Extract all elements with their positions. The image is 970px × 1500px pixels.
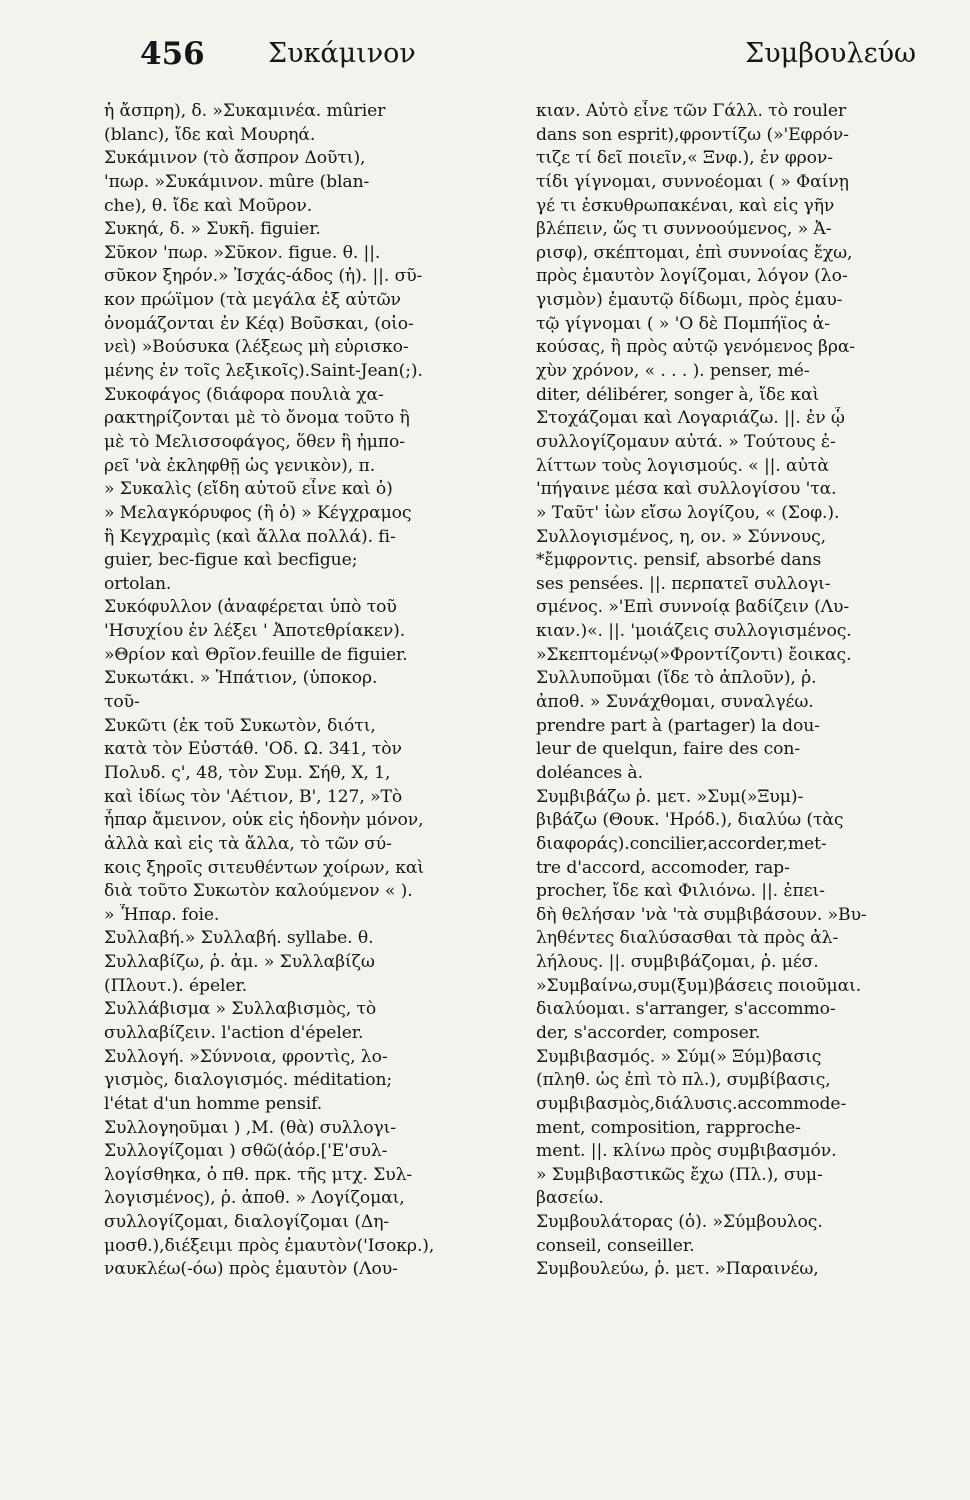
text-line: leur de quelqun, faire des con- xyxy=(536,739,801,760)
text-line: συλλογίζομαυν αὐτά. » Τούτους ἐ- xyxy=(536,431,836,452)
text-line: καὶ ἰδίως τὸν 'Αέτιον, Β', 127, »Τὸ xyxy=(104,786,403,807)
text-line: λογίσθηκα, ὁ πθ. πρκ. τῆς μτχ. Συλ- xyxy=(104,1164,413,1185)
text-line: λήλους. ||. συμβιβάζομαι, ῥ. μέσ. xyxy=(536,952,819,973)
text-line: μὲ τὸ Μελισσοφάγος, ὅθεν ἢ ἠμπο- xyxy=(104,431,405,452)
text-line: Πολυδ. ς', 48, τὸν Συμ. Σήθ, X, 1, xyxy=(104,762,391,783)
text-line: guier, bec-figue καὶ becfigue; xyxy=(104,550,358,571)
text-line: Συμβουλεύω, ῥ. μετ. »Παραινέω, xyxy=(536,1259,819,1280)
text-line: 'πωρ. »Συκάμινον. mûre (blan- xyxy=(104,171,370,192)
text-line: *ἔμφροντις. pensif, absorbé dans xyxy=(536,550,822,571)
text-line: τῷ γίγνομαι ( » 'Ο δὲ Πομπήϊος ἀ- xyxy=(536,313,830,334)
text-line: Συλλογισμένος, η, ον. » Σύννους, xyxy=(536,526,827,547)
text-line: Συκόφυλλον (ἀναφέρεται ὑπὸ τοῦ xyxy=(104,597,397,618)
text-line: dans son esprit),φροντίζω (»'Εφρόν- xyxy=(536,124,849,145)
text-line: ortolan. xyxy=(104,573,172,594)
text-line: κοις ξηροῖς σιτευθέντων χοίρων, καὶ xyxy=(104,857,425,878)
text-line: λίττων τοὺς λογισμούς. « ||. αὐτὰ xyxy=(536,455,829,476)
text-line: 'Ησυχίου ἐν λέξει ' Ἀποτεθρίακεν). xyxy=(104,621,406,642)
text-line: γισμὸν) ἐμαυτῷ δίδωμι, πρὸς ἐμαυ- xyxy=(536,290,843,311)
text-line: ἀποθ. » Συνάχθομαι, συναλγέω. xyxy=(536,692,814,713)
text-line: τοῦ- xyxy=(104,692,140,713)
text-line: ἢ Κεγχραμὶς (καὶ ἄλλα πολλά). fi- xyxy=(104,526,396,547)
text-line: diter, délibérer, songer à, ἴδε καὶ xyxy=(536,384,820,405)
text-line: κιαν. Αὐτὸ εἶνε τῶν Γάλλ. τὸ rouler xyxy=(536,101,847,121)
text-line: ment. ||. κλίνω πρὸς συμβιβασμόν. xyxy=(536,1141,837,1162)
text-line: ληθέντες διαλύσασθαι τὰ πρὸς ἀλ- xyxy=(536,928,839,949)
text-line: Συλλαβή.» Συλλαβή. syllabe. θ. xyxy=(104,928,374,949)
text-line: Συμβιβάζω ῥ. μετ. »Συμ(»Ξυμ)- xyxy=(536,786,804,807)
text-line: Συλλογή. »Σύννοια, φροντὶς, λο- xyxy=(104,1046,388,1067)
text-line: l'état d'un homme pensif. xyxy=(104,1093,323,1114)
text-line: ὀνομάζονται ἐν Κέᾳ) Βοῦσκαι, (οἱο- xyxy=(104,313,414,334)
text-line: συλλαβίζειν. l'action d'épeler. xyxy=(104,1022,364,1043)
text-line: » Συμβιβαστικῶς ἔχω (Πλ.), συμ- xyxy=(536,1164,823,1185)
text-line: doléances à. xyxy=(536,762,643,783)
text-line: » Μελαγκόρυφος (ἢ ὁ) » Κέγχραμος xyxy=(104,502,412,523)
text-line: che), θ. ἴδε καὶ Μοῦρον. xyxy=(104,195,313,216)
text-line: μένης ἐν τοῖς λεξικοῖς).Saint-Jean(;). xyxy=(104,361,423,382)
text-line: Συλλαβίζω, ῥ. ἀμ. » Συλλαβίζω xyxy=(104,952,375,973)
text-line: » Ταῦτ' ἰὼν εἴσω λογίζου, « (Σοφ.). xyxy=(536,502,840,523)
text-line: ρεῖ 'νὰ ἐκληφθῇ ὡς γενικὸν), π. xyxy=(104,455,376,476)
text-line: »Συμβαίνω,συμ(ξυμ)βάσεις ποιοῦμαι. xyxy=(536,975,862,996)
text-line: σῦκον ξηρόν.» Ἰσχάς-άδος (ἡ). ||. σῦ- xyxy=(104,266,423,287)
text-line: » Συκαλὶς (εἴδη αὐτοῦ εἶνε καὶ ὁ) xyxy=(104,479,393,500)
text-line: »Θρίον καὶ Θρῖον.feuille de figuier. xyxy=(104,644,408,665)
text-line: »Σκεπτομένῳ(»Φροντίζοντι) ἔοικας. xyxy=(536,644,852,665)
text-line: (πληθ. ὡς ἐπὶ τὸ πλ.), συμβίβασις, xyxy=(536,1070,831,1091)
text-line: 'πήγαινε μέσα καὶ συλλογίσου 'τα. xyxy=(536,479,837,500)
text-line: der, s'accorder, composer. xyxy=(536,1022,761,1043)
text-line: μοσθ.),διέξειμι πρὸς ἐμαυτὸν('Ισοκρ.), xyxy=(104,1235,435,1256)
text-line: χὺν χρόνον, « . . . ). penser, mé- xyxy=(536,361,810,382)
text-line: γέ τι ἐσκυθρωπακέναι, καὶ εἰς γῆν xyxy=(536,195,835,216)
text-line: τίδι γίγνομαι, συννοέομαι ( » Φαίνῃ xyxy=(536,171,849,192)
text-line: ρακτηρίζονται μὲ τὸ ὄνομα τοῦτο ἢ xyxy=(104,408,410,429)
text-line: συμβιβασμὸς,διάλυσις.accommode- xyxy=(536,1093,847,1114)
text-line: conseil, conseiller. xyxy=(536,1235,695,1256)
text-line: Συκωτάκι. » Ἡπάτιον, (ὑποκορ. xyxy=(104,668,378,689)
text-line: » Ἧπαρ. foie. xyxy=(104,904,220,925)
text-line: βιβάζω (Θουκ. 'Ηρόδ.), διαλύω (τὰς xyxy=(536,810,844,831)
text-line: κούσας, ἢ πρὸς αὐτῷ γενόμενος βρα- xyxy=(536,337,856,358)
text-line: βλέπειν, ὥς τι συννοούμενος, » Ἀ- xyxy=(536,219,832,240)
text-line: ἧπαρ ἄμεινον, οὐκ εἰς ἡδονὴν μόνον, xyxy=(104,810,424,831)
text-line: procher, ἴδε καὶ Φιλιόνω. ||. ἐπει- xyxy=(536,881,825,902)
text-line: Συμβουλάτορας (ὁ). »Σύμβουλος. xyxy=(536,1212,823,1233)
right-column xyxy=(536,100,918,1282)
text-line: συλλογίζομαι, διαλογίζομαι (Δη- xyxy=(104,1212,390,1233)
text-line: ἀλλὰ καὶ εἰς τὰ ἄλλα, τὸ τῶν σύ- xyxy=(104,833,392,854)
left-column xyxy=(104,100,486,1282)
text-line: δὴ θελήσαν 'νὰ 'τὰ συμβιβάσουν. »Βυ- xyxy=(536,904,867,925)
text-line: Συλλυποῦμαι (ἴδε τὸ ἀπλοῦν), ῥ. xyxy=(536,668,817,689)
text-line: Σῦκον 'πωρ. »Σῦκον. figue. θ. ||. xyxy=(104,242,381,263)
text-line: Συκοφάγος (διάφορα πουλιὰ χα- xyxy=(104,384,384,405)
text-line: (Πλουτ.). épeler. xyxy=(104,975,248,996)
text-line: βασείω. xyxy=(536,1188,604,1209)
text-line: κον πρώϊμον (τὰ μεγάλα ἐξ αὐτῶν xyxy=(104,290,401,311)
text-line: τιζε τί δεῖ ποιεῖν,« Ξνφ.), ἐν φρον- xyxy=(536,148,833,169)
text-line: διὰ τοῦτο Συκωτὸν καλούμενον « ). xyxy=(104,881,413,902)
text-line: κιαν.)«. ||. 'μοιάζεις συλλογισμένος. xyxy=(536,621,852,642)
text-line: νεὶ) »Βούσυκα (λέξεως μὴ εὑρισκο- xyxy=(104,337,409,358)
text-line: Συκάμινον (τὸ ἄσπρον Δοῦτι), xyxy=(104,148,366,169)
text-line: ναυκλέω(-όω) πρὸς ἐμαυτὸν (Λου- xyxy=(104,1259,398,1280)
text-line: διαφοράς).concilier,accorder,met- xyxy=(536,833,827,854)
text-line: διαλύομαι. s'arranger, s'accommo- xyxy=(536,999,836,1020)
text-line: Συλλάβισμα » Συλλαβισμὸς, τὸ xyxy=(104,999,377,1020)
text-line: γισμὸς, διαλογισμός. méditation; xyxy=(104,1070,393,1091)
text-line: ment, composition, rapproche- xyxy=(536,1117,801,1138)
text-line: Συκηά, δ. » Συκῆ. figuier. xyxy=(104,219,321,240)
text-line: κατὰ τὸν Εὐστάθ. 'Οδ. Ω. 341, τὸν xyxy=(104,739,402,760)
text-line: Συκῶτι (ἐκ τοῦ Συκωτὸν, διότι, xyxy=(104,715,376,736)
text-line: ἡ ἄσπρη), δ. »Συκαμινέα. mûrier xyxy=(104,101,386,121)
text-line: ρισφ), σκέπτομαι, ἐπὶ συννοίας ἔχω, xyxy=(536,242,853,263)
text-line: prendre part à (partager) la dou- xyxy=(536,715,820,736)
text-line: σμένος. »'Επὶ συννοίᾳ βαδίζειν (Λυ- xyxy=(536,597,850,618)
right-guide-word: Συμβουλεύω xyxy=(745,38,916,69)
text-line: Συλλογηοῦμαι ) ,M. (θὰ) συλλογι- xyxy=(104,1117,397,1138)
text-line: πρὸς ἐμαυτὸν λογίζομαι, λόγον (λο- xyxy=(536,266,848,287)
text-line: ses pensées. ||. περπατεῖ συλλογι- xyxy=(536,573,831,594)
text-line: Στοχάζομαι καὶ Λογαριάζω. ||. ἐν ᾧ xyxy=(536,408,845,429)
page-number: 456 xyxy=(140,36,205,72)
text-line: λογισμένος), ῥ. ἀποθ. » Λογίζομαι, xyxy=(104,1188,405,1209)
left-guide-word: Συκάμινον xyxy=(268,38,416,69)
text-line: Συλλογίζομαι ) σθῶ(ἀόρ.['Ε'συλ- xyxy=(104,1141,388,1162)
text-line: (blanc), ἴδε καὶ Μουρηά. xyxy=(104,124,316,145)
text-line: Συμβιβασμός. » Σύμ(» Ξύμ)βασις xyxy=(536,1046,822,1067)
text-line: tre d'accord, accomoder, rap- xyxy=(536,857,790,878)
